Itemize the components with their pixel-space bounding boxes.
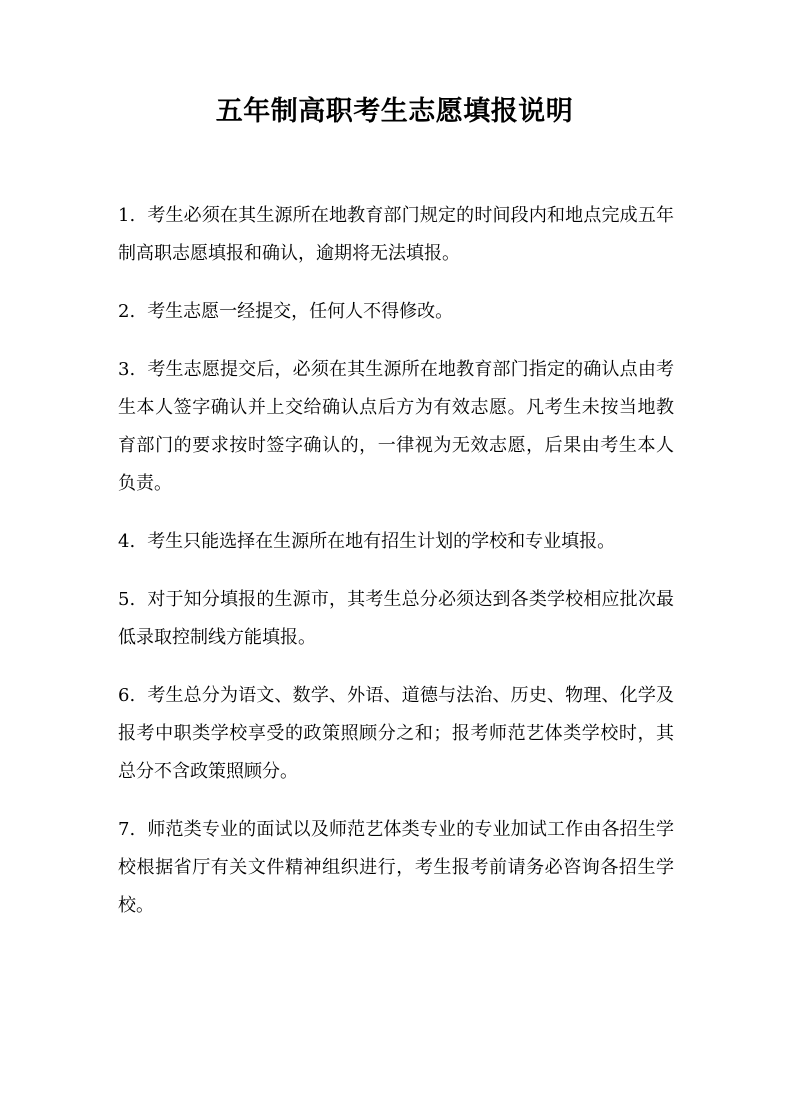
instruction-item-4: [118, 523, 674, 561]
item-text: 师范类专业的面试以及师范艺体类专业的专业加试工作由各招生学校根据省厅有关文件精神组织进行，考生报考前请务必咨询各招生学校。: [118, 819, 674, 916]
item-text: 考生总分为语文、数学、外语、道德与法治、历史、物理、化学及报考中职类学校享受的政策照顾分之和；报考师范艺体类学校时，其总分不含政策照顾分。: [118, 685, 674, 782]
instruction-item-5: [118, 581, 674, 657]
instruction-item-6: [118, 677, 674, 791]
item-number: 7.: [118, 819, 136, 840]
item-text: 考生只能选择在生源所在地有招生计划的学校和专业填报。: [147, 531, 616, 552]
item-number: 6.: [118, 685, 136, 706]
instruction-item-1: [118, 197, 674, 273]
instruction-item-2: [118, 293, 674, 331]
item-number: 4.: [118, 531, 136, 552]
item-number: 3.: [118, 359, 136, 380]
item-text: 考生志愿提交后，必须在其生源所在地教育部门指定的确认点由考生本人签字确认并上交给确认点后方为有效志愿。凡考生未按当地教育部门的要求按时签字确认的，一律视为无效志愿，后果由考生本人负责。: [118, 359, 674, 494]
item-number: 2.: [118, 301, 136, 322]
item-number: 1.: [118, 205, 136, 226]
instructions-list: [118, 197, 674, 945]
document-title: 五年制高职考生志愿填报说明: [215, 96, 574, 127]
instruction-item-7: [118, 811, 674, 925]
item-text: 考生必须在其生源所在地教育部门规定的时间段内和地点完成五年制高职志愿填报和确认，逾期将无法填报。: [118, 205, 674, 264]
item-number: 5.: [118, 589, 136, 610]
item-text: 考生志愿一经提交，任何人不得修改。: [147, 301, 454, 322]
instruction-item-3: [118, 351, 674, 503]
item-text: 对于知分填报的生源市，其考生总分必须达到各类学校相应批次最低录取控制线方能填报。: [118, 589, 674, 648]
